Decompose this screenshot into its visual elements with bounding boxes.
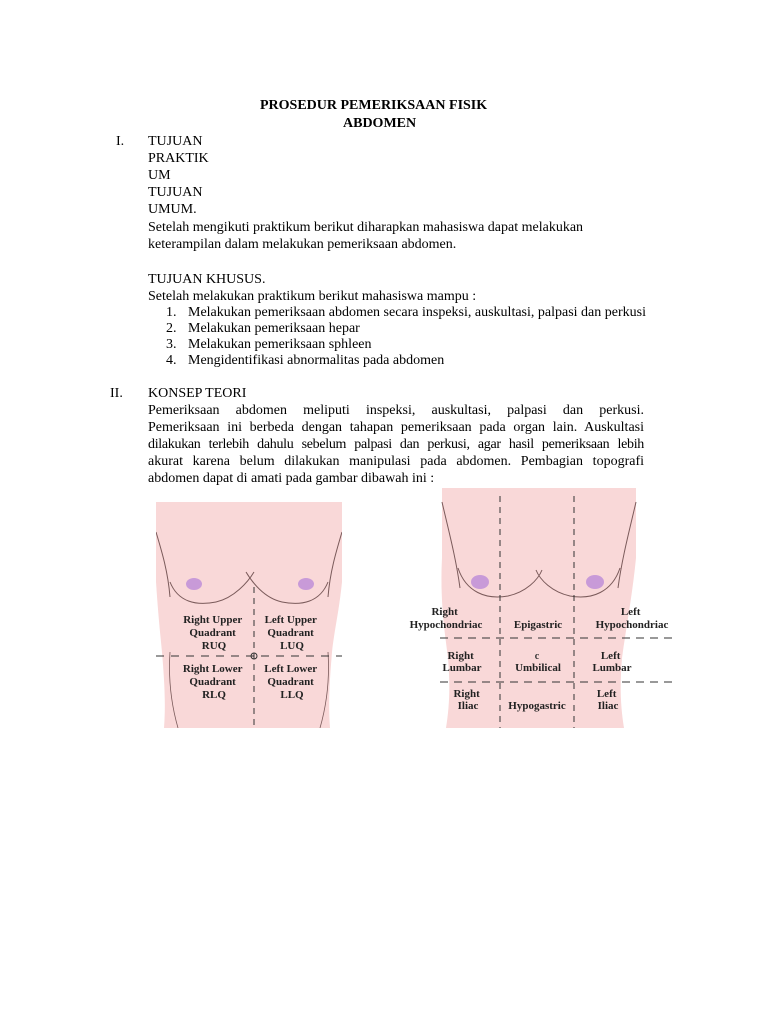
section-1-heading-line: UM bbox=[148, 168, 171, 183]
section-1-heading-line: PRAKTIK bbox=[148, 151, 209, 166]
abdomen-regions-figure bbox=[400, 488, 674, 728]
region-label-right-lumbar: Right Lumbar bbox=[442, 650, 482, 674]
section-1-heading-line: TUJUAN bbox=[148, 134, 203, 149]
region-label-left-hypochondriac: Left Hypochondriac bbox=[595, 606, 669, 631]
paragraph-line: dilakukan terlebih dahulu sebelum palpasi dan perkusi, agar hasil pemeriksaan lebih bbox=[148, 437, 644, 452]
list-item-number: 4. bbox=[166, 353, 177, 368]
nipple-icon bbox=[298, 578, 314, 590]
region-label-right-hypochondriac: Right Hypochondriac bbox=[409, 606, 483, 631]
region-label-left-lumbar: Left Lumbar bbox=[592, 650, 632, 674]
list-item-number: 2. bbox=[166, 321, 177, 336]
section-1-number: I. bbox=[116, 134, 125, 149]
page-title: PROSEDUR PEMERIKSAAN FISIK bbox=[260, 98, 488, 113]
paragraph-line: abdomen dapat di amati pada gambar dibawah ini : bbox=[148, 471, 435, 486]
paragraph-line: akurat karena belum dilakukan manipulasi pada abdomen. Pembagian topografi bbox=[148, 454, 644, 469]
nipple-icon bbox=[186, 578, 202, 590]
tujuan-umum-text: Setelah mengikuti praktikum berikut diharapkan mahasiswa dapat melakukan bbox=[148, 220, 584, 235]
tujuan-umum-text: keterampilan dalam melakukan pemeriksaan abdomen. bbox=[148, 237, 457, 252]
list-item: Melakukan pemeriksaan hepar bbox=[188, 321, 360, 336]
nipple-icon bbox=[471, 575, 489, 589]
section-1-heading-line: TUJUAN bbox=[148, 185, 203, 200]
region-label-left-iliac: Left Iliac bbox=[596, 688, 619, 712]
list-item-number: 3. bbox=[166, 337, 177, 352]
quadrant-label-llq: Left Lower Quadrant LLQ bbox=[264, 663, 317, 701]
region-label-right-iliac: Right Iliac bbox=[453, 688, 480, 712]
nipple-icon bbox=[586, 575, 604, 589]
list-item-number: 1. bbox=[166, 305, 177, 320]
section-2-number: II. bbox=[110, 386, 123, 401]
quadrant-label-ruq: Right Upper Quadrant RUQ bbox=[183, 614, 243, 652]
list-item: Melakukan pemeriksaan abdomen secara inspeksi, auskultasi, palpasi dan perkusi bbox=[188, 305, 646, 320]
tujuan-khusus-intro: Setelah melakukan praktikum berikut mahasiswa mampu : bbox=[148, 289, 477, 304]
abdomen-quadrants-figure bbox=[156, 502, 342, 728]
paragraph-line: Pemeriksaan abdomen meliputi inspeksi, auskultasi, palpasi dan perkusi. bbox=[148, 403, 644, 418]
navel-icon: c bbox=[534, 651, 540, 662]
section-2-heading: KONSEP TEORI bbox=[148, 386, 247, 401]
tujuan-khusus-heading: TUJUAN KHUSUS. bbox=[148, 272, 266, 287]
quadrant-label-luq: Left Upper Quadrant LUQ bbox=[264, 614, 317, 652]
list-item: Mengidentifikasi abnormalitas pada abdomen bbox=[188, 353, 445, 368]
quadrant-label-rlq: Right Lower Quadrant RLQ bbox=[182, 663, 243, 701]
region-label-umbilical: Umbilical bbox=[515, 662, 561, 674]
paragraph-line: Pemeriksaan ini berbeda dengan tahapan pemeriksaan pada organ lain. Auskultasi bbox=[148, 420, 644, 435]
region-label-hypogastric: Hypogastric bbox=[508, 700, 566, 712]
page-subtitle: ABDOMEN bbox=[343, 116, 417, 131]
list-item: Melakukan pemeriksaan sphleen bbox=[188, 337, 372, 352]
region-label-epigastric: Epigastric bbox=[513, 619, 563, 631]
section-1-heading-line: UMUM. bbox=[148, 202, 197, 217]
